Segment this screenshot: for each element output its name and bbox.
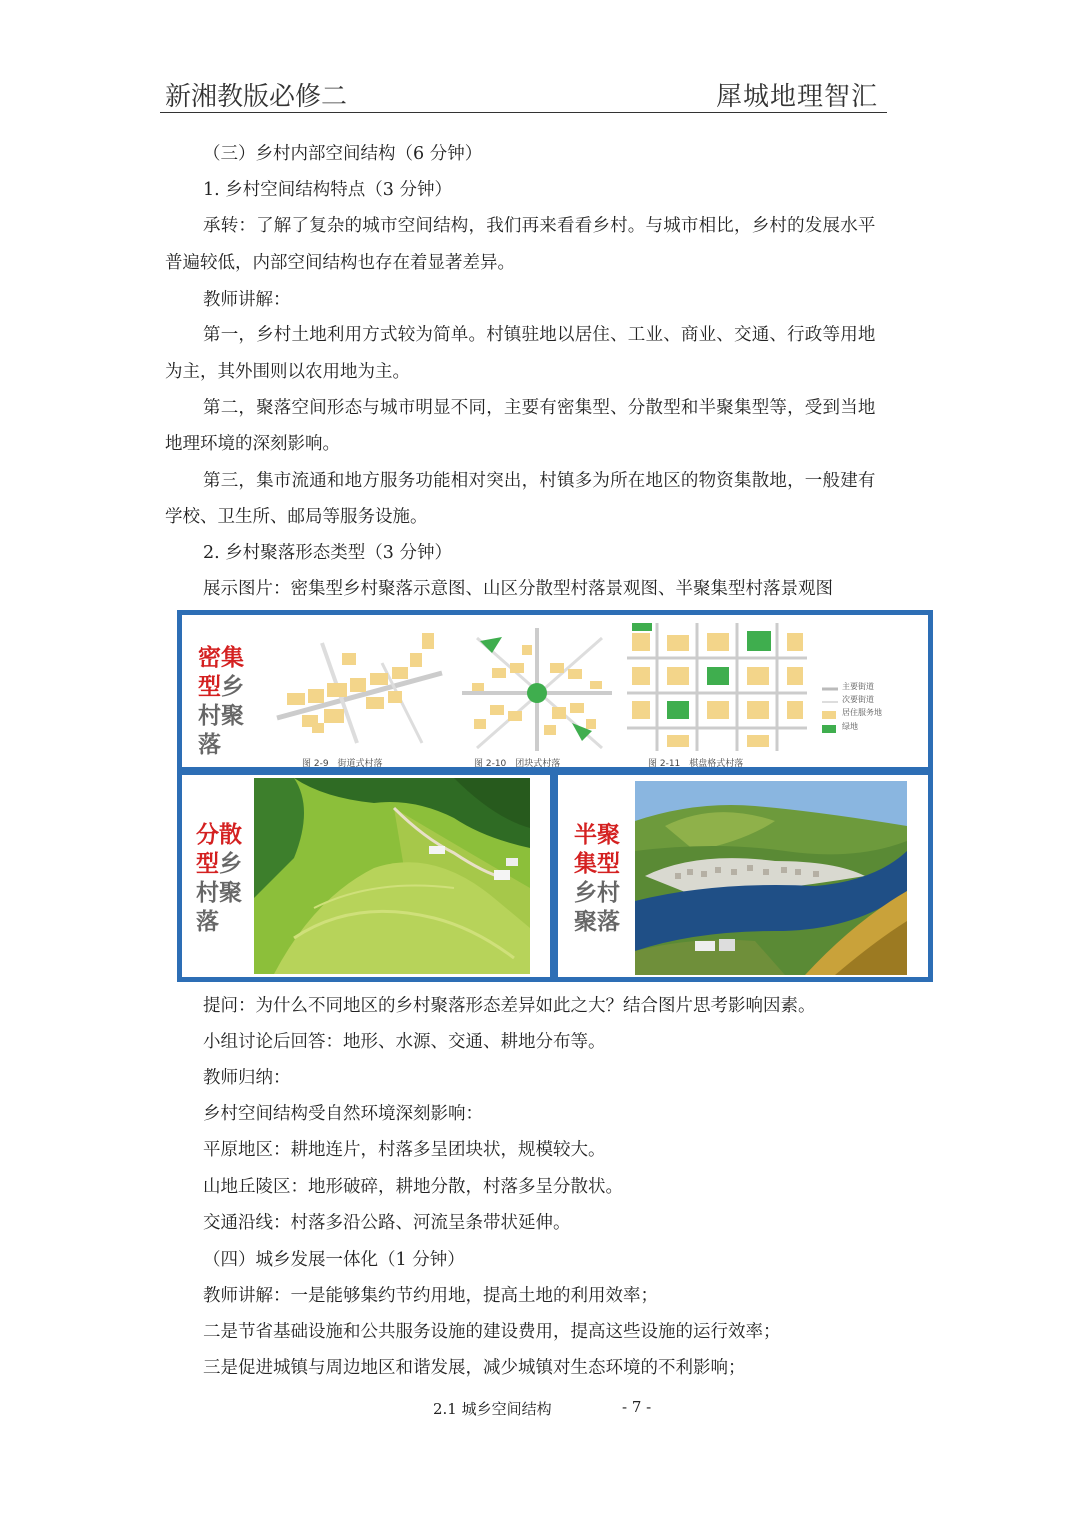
scattered-village-photo <box>254 778 530 974</box>
street-village-diagram <box>277 633 442 743</box>
caption-street-village: 图 2-9 街道式村落 <box>302 759 383 769</box>
section-heading-4: （四）城乡发展一体化（1 分钟） <box>203 1250 465 1270</box>
semi-clustered-village-photo <box>635 781 907 975</box>
paragraph-line: 第三，集市流通和地方服务功能相对突出，村镇多为所在地区的物资集散地，一般建有 <box>203 471 876 491</box>
header-divider <box>160 112 887 113</box>
map-legend <box>822 689 838 733</box>
section-heading-3: （三）乡村内部空间结构（6 分钟） <box>203 144 483 164</box>
paragraph-line: 第二，聚落空间形态与城市明显不同，主要有密集型、分散型和半聚集型等，受到当地 <box>203 398 876 418</box>
paragraph-line: 三是促进城镇与周边地区和谐发展，减少城镇对生态环境的不利影响； <box>203 1358 746 1378</box>
dense-panel-title: 密集 型乡 村聚 落 <box>198 644 244 758</box>
paragraph-line: 提问：为什么不同地区的乡村聚落形态差异如此之大？结合图片思考影响因素。 <box>203 996 816 1016</box>
paragraph-line: 平原地区：耕地连片，村落多呈团块状，规模较大。 <box>203 1140 606 1160</box>
scattered-panel-title: 分散 型乡 村聚 落 <box>196 821 242 935</box>
paragraph-line: 为主，其外围则以农用地为主。 <box>165 362 410 382</box>
semi-clustered-settlement-panel <box>553 770 933 982</box>
legend-residential: 居住服务地 <box>842 708 882 717</box>
paragraph-line: 二是节省基础设施和公共服务设施的建设费用，提高这些设施的运行效率； <box>203 1322 781 1342</box>
grid-village-diagram <box>627 623 807 751</box>
header-right-title: 犀城地理智汇 <box>716 82 879 112</box>
paragraph-line: 普遍较低，内部空间结构也存在着显著差异。 <box>165 253 515 273</box>
paragraph-line: 展示图片：密集型乡村聚落示意图、山区分散型村落景观图、半聚集型村落景观图 <box>203 579 833 599</box>
legend-green-space: 绿地 <box>842 722 858 731</box>
subheading-2: 2. 乡村聚落形态类型（3 分钟） <box>203 543 452 563</box>
footer-page-number: - 7 - <box>622 1398 652 1416</box>
legend-main-street: 主要街道 <box>842 682 874 691</box>
paragraph-line: 承转：了解了复杂的城市空间结构，我们再来看看乡村。与城市相比，乡村的发展水平 <box>203 216 876 236</box>
header-left-title: 新湘教版必修二 <box>165 82 348 112</box>
subheading-1: 1. 乡村空间结构特点（3 分钟） <box>203 180 452 200</box>
paragraph-line: 交通沿线：村落多沿公路、河流呈条带状延伸。 <box>203 1213 571 1233</box>
cluster-village-diagram <box>462 628 612 751</box>
legend-secondary-street: 次要街道 <box>842 695 874 704</box>
paragraph-line: 教师归纳： <box>203 1068 291 1088</box>
paragraph-line: 教师讲解： <box>203 290 291 310</box>
scattered-settlement-panel <box>177 770 555 982</box>
paragraph-line: 山地丘陵区：地形破碎，耕地分散，村落多呈分散状。 <box>203 1177 623 1197</box>
settlement-figure <box>177 610 933 982</box>
dense-settlement-panel <box>177 610 933 772</box>
settlement-diagrams <box>272 623 932 751</box>
caption-grid-village: 图 2-11 棋盘格式村落 <box>648 759 744 769</box>
semi-clustered-panel-title: 半聚 集型 乡村 聚落 <box>574 821 620 935</box>
footer-section-title: 2.1 城乡空间结构 <box>433 1400 552 1418</box>
paragraph-line: 小组讨论后回答：地形、水源、交通、耕地分布等。 <box>203 1032 606 1052</box>
paragraph-line: 乡村空间结构受自然环境深刻影响： <box>203 1104 483 1124</box>
paragraph-line: 教师讲解：一是能够集约节约用地，提高土地的利用效率； <box>203 1286 658 1306</box>
paragraph-line: 地理环境的深刻影响。 <box>165 434 340 454</box>
caption-cluster-village: 图 2-10 团块式村落 <box>474 759 561 769</box>
paragraph-line: 学校、卫生所、邮局等服务设施。 <box>165 507 428 527</box>
paragraph-line: 第一，乡村土地利用方式较为简单。村镇驻地以居住、工业、商业、交通、行政等用地 <box>203 325 876 345</box>
